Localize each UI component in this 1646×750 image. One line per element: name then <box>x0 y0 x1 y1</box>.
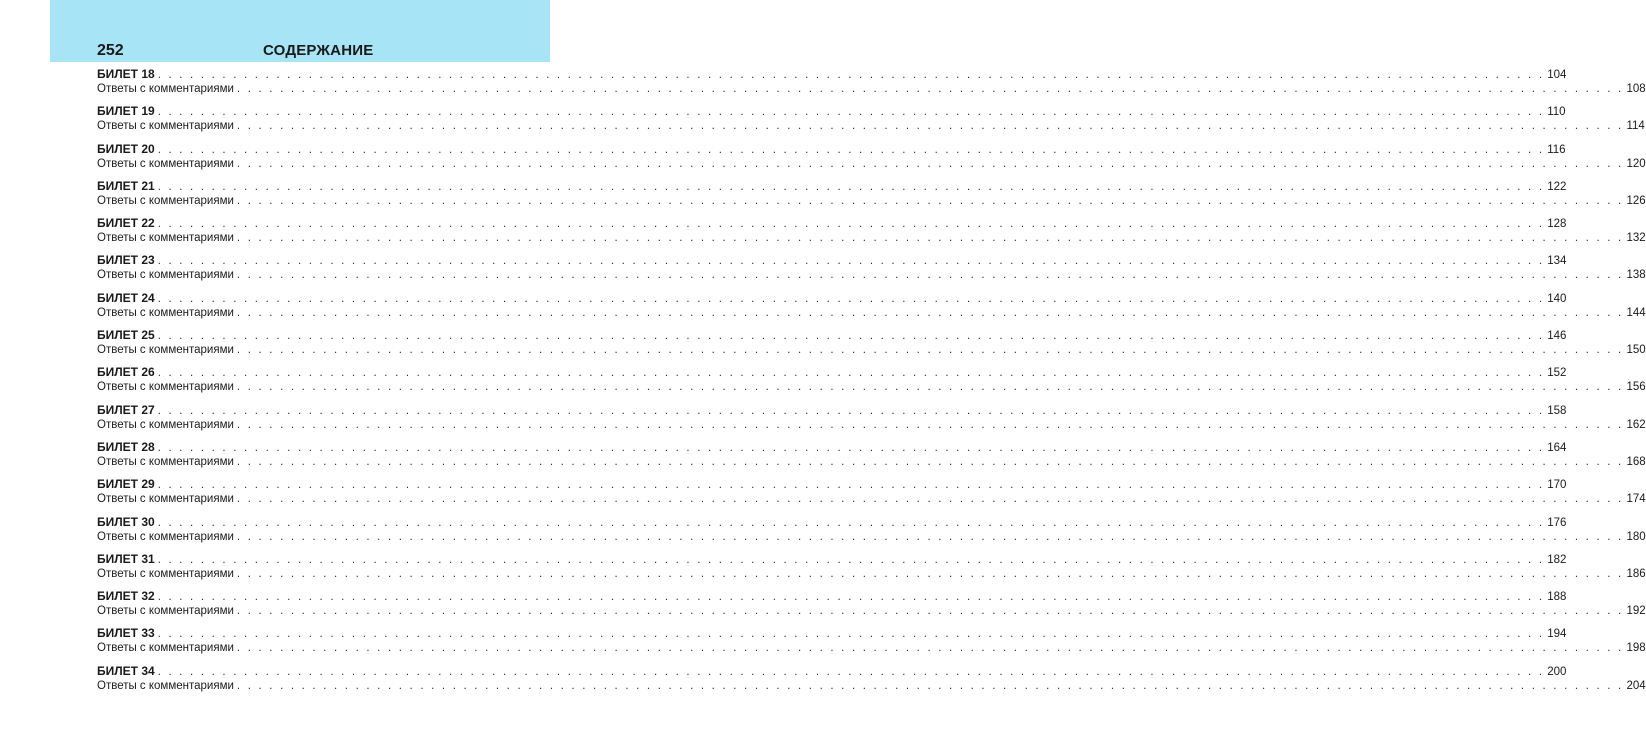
ticket-title: БИЛЕТ 26 <box>97 365 155 380</box>
toc-row-answers[interactable] <box>97 157 1646 172</box>
answers-page-number: 126 <box>1626 194 1646 207</box>
answers-title: Ответы с комментариями <box>97 418 234 431</box>
answers-title: Ответы с комментариями <box>97 194 234 207</box>
answers-title: Ответы с комментариями <box>97 269 234 282</box>
ticket-page-number: 152 <box>1547 367 1567 380</box>
ticket-page-number: 164 <box>1547 441 1567 454</box>
ticket-page-number: 170 <box>1547 479 1567 492</box>
ticket-title: БИЛЕТ 24 <box>97 290 155 305</box>
toc-row-answers[interactable] <box>97 641 1646 656</box>
toc-entry <box>97 402 1646 440</box>
answers-title: Ответы с комментариями <box>97 83 234 95</box>
dot-leader: . . . . . . . . . . . . . . . . . . . . . . . . . . . . . . . . . . . . . . . . . . . . . . . . . . . . . . . . . . . . . . . . . . . . . . . . . . . . . . . . . . . . . . . . . . . . . . . . . . . . . . . . . . . . . . . . . . . . . . . . . . . . . . . . . <box>236 194 1624 207</box>
dot-leader: . . . . . . . . . . . . . . . . . . . . . . . . . . . . . . . . . . . . . . . . . . . . . . . . . . . . . . . . . . . . . . . . . . . . . . . . . . . . . . . . . . . . . . . . . . . . . . . . . . . . . . . . . . . . . . . . . . . . . . . . . . . . . . . . . <box>157 404 1545 417</box>
toc-row-ticket[interactable] <box>97 104 1566 119</box>
toc-row-answers[interactable] <box>97 530 1646 545</box>
dot-leader: . . . . . . . . . . . . . . . . . . . . . . . . . . . . . . . . . . . . . . . . . . . . . . . . . . . . . . . . . . . . . . . . . . . . . . . . . . . . . . . . . . . . . . . . . . . . . . . . . . . . . . . . . . . . . . . . . . . . . . . . . . . . . . . . . <box>236 605 1624 618</box>
toc-row-ticket[interactable] <box>97 477 1567 492</box>
dot-leader: . . . . . . . . . . . . . . . . . . . . . . . . . . . . . . . . . . . . . . . . . . . . . . . . . . . . . . . . . . . . . . . . . . . . . . . . . . . . . . . . . . . . . . . . . . . . . . . . . . . . . . . . . . . . . . . . . . . . . . . . . . . . . . . . . <box>157 255 1545 268</box>
toc-entry <box>97 178 1646 216</box>
page-title: СОДЕРЖАНИЕ <box>263 42 374 59</box>
ticket-page-number: 188 <box>1547 591 1567 604</box>
toc-entry <box>97 589 1646 626</box>
ticket-page-number: 110 <box>1547 106 1566 119</box>
toc-row-ticket[interactable] <box>97 141 1566 157</box>
dot-leader: . . . . . . . . . . . . . . . . . . . . . . . . . . . . . . . . . . . . . . . . . . . . . . . . . . . . . . . . . . . . . . . . . . . . . . . . . . . . . . . . . . . . . . . . . . . . . . . . . . . . . . . . . . . . . . . . . . . . . . . . . . . . . . . . . <box>157 628 1545 641</box>
toc-entry <box>97 141 1646 179</box>
dot-leader: . . . . . . . . . . . . . . . . . . . . . . . . . . . . . . . . . . . . . . . . . . . . . . . . . . . . . . . . . . . . . . . . . . . . . . . . . . . . . . . . . . . . . . . . . . . . . . . . . . . . . . . . . . . . . . . . . . . . . . . . . . . . . . . . . <box>236 269 1624 282</box>
toc-row-ticket[interactable] <box>97 365 1567 380</box>
answers-title: Ответы с комментариями <box>97 493 234 506</box>
dot-leader: . . . . . . . . . . . . . . . . . . . . . . . . . . . . . . . . . . . . . . . . . . . . . . . . . . . . . . . . . . . . . . . . . . . . . . . . . . . . . . . . . . . . . . . . . . . . . . . . . . . . . . . . . . . . . . . . . . . . . . . . . . . . . . . . . <box>157 106 1545 119</box>
toc-row-answers[interactable] <box>97 82 1646 97</box>
ticket-title: БИЛЕТ 28 <box>97 439 155 454</box>
dot-leader: . . . . . . . . . . . . . . . . . . . . . . . . . . . . . . . . . . . . . . . . . . . . . . . . . . . . . . . . . . . . . . . . . . . . . . . . . . . . . . . . . . . . . . . . . . . . . . . . . . . . . . . . . . . . . . . . . . . . . . . . . . . . . . . . . <box>236 679 1624 692</box>
answers-page-number: 192 <box>1626 605 1646 618</box>
toc-row-ticket[interactable] <box>97 178 1567 194</box>
answers-page-number: 156 <box>1626 381 1646 394</box>
dot-leader: . . . . . . . . . . . . . . . . . . . . . . . . . . . . . . . . . . . . . . . . . . . . . . . . . . . . . . . . . . . . . . . . . . . . . . . . . . . . . . . . . . . . . . . . . . . . . . . . . . . . . . . . . . . . . . . . . . . . . . . . . . . . . . . . . <box>157 367 1545 380</box>
toc-row-ticket[interactable] <box>97 439 1567 455</box>
dot-leader: . . . . . . . . . . . . . . . . . . . . . . . . . . . . . . . . . . . . . . . . . . . . . . . . . . . . . . . . . . . . . . . . . . . . . . . . . . . . . . . . . . . . . . . . . . . . . . . . . . . . . . . . . . . . . . . . . . . . . . . . . . . . . . . . . <box>236 642 1624 655</box>
toc-entry <box>97 253 1646 290</box>
ticket-title: БИЛЕТ 27 <box>97 402 155 417</box>
toc-entry <box>97 477 1646 514</box>
toc-row-answers[interactable] <box>97 455 1646 470</box>
toc-entry <box>97 365 1646 402</box>
dot-leader: . . . . . . . . . . . . . . . . . . . . . . . . . . . . . . . . . . . . . . . . . . . . . . . . . . . . . . . . . . . . . . . . . . . . . . . . . . . . . . . . . . . . . . . . . . . . . . . . . . . . . . . . . . . . . . . . . . . . . . . . . . . . . . . . . <box>236 232 1624 245</box>
toc-row-ticket[interactable] <box>97 551 1567 567</box>
answers-title: Ответы с комментариями <box>97 567 234 580</box>
answers-title: Ответы с комментариями <box>97 455 234 468</box>
ticket-page-number: 146 <box>1547 330 1567 343</box>
toc-entry <box>97 663 1646 701</box>
ticket-title: БИЛЕТ 29 <box>97 477 155 492</box>
toc-entry <box>97 439 1646 477</box>
toc-row-ticket[interactable] <box>97 663 1567 679</box>
page-number: 252 <box>97 42 124 59</box>
toc-row-answers[interactable] <box>97 194 1646 209</box>
answers-title: Ответы с комментариями <box>97 642 234 655</box>
answers-page-number: 198 <box>1626 642 1646 655</box>
toc-row-answers[interactable] <box>97 418 1646 433</box>
dot-leader: . . . . . . . . . . . . . . . . . . . . . . . . . . . . . . . . . . . . . . . . . . . . . . . . . . . . . . . . . . . . . . . . . . . . . . . . . . . . . . . . . . . . . . . . . . . . . . . . . . . . . . . . . . . . . . . . . . . . . . . . . . . . . . . . . <box>236 344 1624 357</box>
answers-page-number: 108 <box>1626 83 1646 95</box>
ticket-title: БИЛЕТ 30 <box>97 514 155 529</box>
toc-row-ticket[interactable] <box>97 589 1567 604</box>
answers-page-number: 180 <box>1626 530 1646 543</box>
toc-entry <box>97 290 1646 328</box>
answers-title: Ответы с комментариями <box>97 381 234 394</box>
toc-row-answers[interactable] <box>97 343 1646 358</box>
toc-row-answers[interactable] <box>97 567 1646 582</box>
dot-leader: . . . . . . . . . . . . . . . . . . . . . . . . . . . . . . . . . . . . . . . . . . . . . . . . . . . . . . . . . . . . . . . . . . . . . . . . . . . . . . . . . . . . . . . . . . . . . . . . . . . . . . . . . . . . . . . . . . . . . . . . . . . . . . . . . <box>157 479 1545 492</box>
dot-leader: . . . . . . . . . . . . . . . . . . . . . . . . . . . . . . . . . . . . . . . . . . . . . . . . . . . . . . . . . . . . . . . . . . . . . . . . . . . . . . . . . . . . . . . . . . . . . . . . . . . . . . . . . . . . . . . . . . . . . . . . . . . . . . . . . <box>157 441 1545 454</box>
answers-page-number: 144 <box>1626 306 1646 319</box>
toc-entry <box>97 626 1646 663</box>
dot-leader: . . . . . . . . . . . . . . . . . . . . . . . . . . . . . . . . . . . . . . . . . . . . . . . . . . . . . . . . . . . . . . . . . . . . . . . . . . . . . . . . . . . . . . . . . . . . . . . . . . . . . . . . . . . . . . . . . . . . . . . . . . . . . . . . . <box>157 330 1545 343</box>
ticket-page-number: 200 <box>1547 665 1567 678</box>
ticket-title: БИЛЕТ 20 <box>97 141 155 156</box>
dot-leader: . . . . . . . . . . . . . . . . . . . . . . . . . . . . . . . . . . . . . . . . . . . . . . . . . . . . . . . . . . . . . . . . . . . . . . . . . . . . . . . . . . . . . . . . . . . . . . . . . . . . . . . . . . . . . . . . . . . . . . . . . . . . . . . . . <box>157 516 1545 529</box>
dot-leader: . . . . . . . . . . . . . . . . . . . . . . . . . . . . . . . . . . . . . . . . . . . . . . . . . . . . . . . . . . . . . . . . . . . . . . . . . . . . . . . . . . . . . . . . . . . . . . . . . . . . . . . . . . . . . . . . . . . . . . . . . . . . . . . . . <box>157 553 1545 566</box>
dot-leader: . . . . . . . . . . . . . . . . . . . . . . . . . . . . . . . . . . . . . . . . . . . . . . . . . . . . . . . . . . . . . . . . . . . . . . . . . . . . . . . . . . . . . . . . . . . . . . . . . . . . . . . . . . . . . . . . . . . . . . . . . . . . . . . . . <box>157 665 1545 678</box>
answers-page-number: 186 <box>1626 567 1646 580</box>
dot-leader: . . . . . . . . . . . . . . . . . . . . . . . . . . . . . . . . . . . . . . . . . . . . . . . . . . . . . . . . . . . . . . . . . . . . . . . . . . . . . . . . . . . . . . . . . . . . . . . . . . . . . . . . . . . . . . . . . . . . . . . . . . . . . . . . . <box>157 292 1545 305</box>
toc-row-ticket[interactable] <box>97 290 1567 306</box>
toc-row-ticket[interactable] <box>97 216 1567 231</box>
ticket-page-number: 194 <box>1547 628 1567 641</box>
answers-page-number: 132 <box>1626 232 1646 245</box>
toc-row-answers[interactable] <box>97 604 1646 619</box>
toc-row-answers[interactable] <box>97 492 1646 507</box>
dot-leader: . . . . . . . . . . . . . . . . . . . . . . . . . . . . . . . . . . . . . . . . . . . . . . . . . . . . . . . . . . . . . . . . . . . . . . . . . . . . . . . . . . . . . . . . . . . . . . . . . . . . . . . . . . . . . . . . . . . . . . . . . . . . . . . . . <box>236 381 1624 394</box>
answers-title: Ответы с комментариями <box>97 679 234 692</box>
answers-page-number: 114 <box>1626 120 1645 133</box>
ticket-title: БИЛЕТ 33 <box>97 626 155 641</box>
toc-row-ticket[interactable] <box>97 328 1567 343</box>
dot-leader: . . . . . . . . . . . . . . . . . . . . . . . . . . . . . . . . . . . . . . . . . . . . . . . . . . . . . . . . . . . . . . . . . . . . . . . . . . . . . . . . . . . . . . . . . . . . . . . . . . . . . . . . . . . . . . . . . . . . . . . . . . . . . . . . . <box>236 455 1624 468</box>
answers-title: Ответы с комментариями <box>97 605 234 618</box>
toc-entry <box>97 328 1646 365</box>
ticket-title: БИЛЕТ 21 <box>97 178 155 193</box>
toc-row-ticket[interactable] <box>97 67 1567 82</box>
ticket-page-number: 182 <box>1547 553 1567 566</box>
answers-title: Ответы с комментариями <box>97 344 234 357</box>
dot-leader: . . . . . . . . . . . . . . . . . . . . . . . . . . . . . . . . . . . . . . . . . . . . . . . . . . . . . . . . . . . . . . . . . . . . . . . . . . . . . . . . . . . . . . . . . . . . . . . . . . . . . . . . . . . . . . . . . . . . . . . . . . . . . . . . . <box>236 157 1624 170</box>
toc-row-answers[interactable] <box>97 306 1646 321</box>
dot-leader: . . . . . . . . . . . . . . . . . . . . . . . . . . . . . . . . . . . . . . . . . . . . . . . . . . . . . . . . . . . . . . . . . . . . . . . . . . . . . . . . . . . . . . . . . . . . . . . . . . . . . . . . . . . . . . . . . . . . . . . . . . . . . . . . . <box>157 218 1545 231</box>
ticket-page-number: 116 <box>1547 143 1566 156</box>
ticket-page-number: 128 <box>1547 218 1567 231</box>
answers-title: Ответы с комментариями <box>97 530 234 543</box>
ticket-title: БИЛЕТ 31 <box>97 551 155 566</box>
dot-leader: . . . . . . . . . . . . . . . . . . . . . . . . . . . . . . . . . . . . . . . . . . . . . . . . . . . . . . . . . . . . . . . . . . . . . . . . . . . . . . . . . . . . . . . . . . . . . . . . . . . . . . . . . . . . . . . . . . . . . . . . . . . . . . . . . <box>236 493 1624 506</box>
ticket-page-number: 122 <box>1547 180 1567 193</box>
answers-page-number: 138 <box>1626 269 1646 282</box>
toc-entry <box>97 67 1646 104</box>
ticket-title: БИЛЕТ 19 <box>97 104 155 119</box>
toc-row-ticket[interactable] <box>97 514 1567 530</box>
toc-row-answers[interactable] <box>97 380 1646 395</box>
dot-leader: . . . . . . . . . . . . . . . . . . . . . . . . . . . . . . . . . . . . . . . . . . . . . . . . . . . . . . . . . . . . . . . . . . . . . . . . . . . . . . . . . . . . . . . . . . . . . . . . . . . . . . . . . . . . . . . . . . . . . . . . . . . . . . . . . <box>157 143 1545 156</box>
answers-page-number: 150 <box>1626 344 1646 357</box>
toc-entry <box>97 104 1645 141</box>
answers-page-number: 120 <box>1626 157 1646 170</box>
dot-leader: . . . . . . . . . . . . . . . . . . . . . . . . . . . . . . . . . . . . . . . . . . . . . . . . . . . . . . . . . . . . . . . . . . . . . . . . . . . . . . . . . . . . . . . . . . . . . . . . . . . . . . . . . . . . . . . . . . . . . . . . . . . . . . . . . <box>236 530 1624 543</box>
ticket-page-number: 140 <box>1547 292 1567 305</box>
ticket-title: БИЛЕТ 22 <box>97 216 155 231</box>
dot-leader: . . . . . . . . . . . . . . . . . . . . . . . . . . . . . . . . . . . . . . . . . . . . . . . . . . . . . . . . . . . . . . . . . . . . . . . . . . . . . . . . . . . . . . . . . . . . . . . . . . . . . . . . . . . . . . . . . . . . . . . . . . . . . . . . . <box>236 120 1624 133</box>
toc-row-ticket[interactable] <box>97 626 1567 641</box>
answers-page-number: 168 <box>1626 455 1646 468</box>
ticket-title: БИЛЕТ 32 <box>97 589 155 604</box>
toc-entry <box>97 216 1646 253</box>
ticket-page-number: 104 <box>1547 69 1567 81</box>
toc-row-answers[interactable] <box>97 119 1645 134</box>
toc-row-answers[interactable] <box>97 679 1646 694</box>
ticket-page-number: 176 <box>1547 516 1567 529</box>
answers-page-number: 174 <box>1626 493 1646 506</box>
dot-leader: . . . . . . . . . . . . . . . . . . . . . . . . . . . . . . . . . . . . . . . . . . . . . . . . . . . . . . . . . . . . . . . . . . . . . . . . . . . . . . . . . . . . . . . . . . . . . . . . . . . . . . . . . . . . . . . . . . . . . . . . . . . . . . . . . <box>157 591 1545 604</box>
ticket-title: БИЛЕТ 25 <box>97 328 155 343</box>
dot-leader: . . . . . . . . . . . . . . . . . . . . . . . . . . . . . . . . . . . . . . . . . . . . . . . . . . . . . . . . . . . . . . . . . . . . . . . . . . . . . . . . . . . . . . . . . . . . . . . . . . . . . . . . . . . . . . . . . . . . . . . . . . . . . . . . . <box>157 180 1545 193</box>
toc-row-ticket[interactable] <box>97 253 1567 268</box>
dot-leader: . . . . . . . . . . . . . . . . . . . . . . . . . . . . . . . . . . . . . . . . . . . . . . . . . . . . . . . . . . . . . . . . . . . . . . . . . . . . . . . . . . . . . . . . . . . . . . . . . . . . . . . . . . . . . . . . . . . . . . . . . . . . . . . . . <box>236 306 1624 319</box>
dot-leader: . . . . . . . . . . . . . . . . . . . . . . . . . . . . . . . . . . . . . . . . . . . . . . . . . . . . . . . . . . . . . . . . . . . . . . . . . . . . . . . . . . . . . . . . . . . . . . . . . . . . . . . . . . . . . . . . . . . . . . . . . . . . . . . . . <box>236 418 1624 431</box>
answers-title: Ответы с комментариями <box>97 306 234 319</box>
answers-title: Ответы с комментариями <box>97 232 234 245</box>
dot-leader: . . . . . . . . . . . . . . . . . . . . . . . . . . . . . . . . . . . . . . . . . . . . . . . . . . . . . . . . . . . . . . . . . . . . . . . . . . . . . . . . . . . . . . . . . . . . . . . . . . . . . . . . . . . . . . . . . . . . . . . . . . . . . . . . . <box>157 69 1545 81</box>
ticket-title: БИЛЕТ 23 <box>97 253 155 268</box>
answers-page-number: 204 <box>1626 679 1646 692</box>
answers-page-number: 162 <box>1626 418 1646 431</box>
toc-row-answers[interactable] <box>97 231 1646 246</box>
ticket-page-number: 134 <box>1547 255 1567 268</box>
toc-row-ticket[interactable] <box>97 402 1567 418</box>
toc-entry <box>97 514 1646 552</box>
answers-title: Ответы с комментариями <box>97 157 234 170</box>
ticket-title: БИЛЕТ 18 <box>97 67 155 81</box>
table-of-contents <box>97 67 1646 701</box>
ticket-page-number: 158 <box>1547 404 1567 417</box>
toc-entry <box>97 551 1646 589</box>
answers-title: Ответы с комментариями <box>97 120 234 133</box>
toc-row-answers[interactable] <box>97 268 1646 283</box>
dot-leader: . . . . . . . . . . . . . . . . . . . . . . . . . . . . . . . . . . . . . . . . . . . . . . . . . . . . . . . . . . . . . . . . . . . . . . . . . . . . . . . . . . . . . . . . . . . . . . . . . . . . . . . . . . . . . . . . . . . . . . . . . . . . . . . . . <box>236 83 1624 95</box>
ticket-title: БИЛЕТ 34 <box>97 663 155 678</box>
dot-leader: . . . . . . . . . . . . . . . . . . . . . . . . . . . . . . . . . . . . . . . . . . . . . . . . . . . . . . . . . . . . . . . . . . . . . . . . . . . . . . . . . . . . . . . . . . . . . . . . . . . . . . . . . . . . . . . . . . . . . . . . . . . . . . . . . <box>236 567 1624 580</box>
